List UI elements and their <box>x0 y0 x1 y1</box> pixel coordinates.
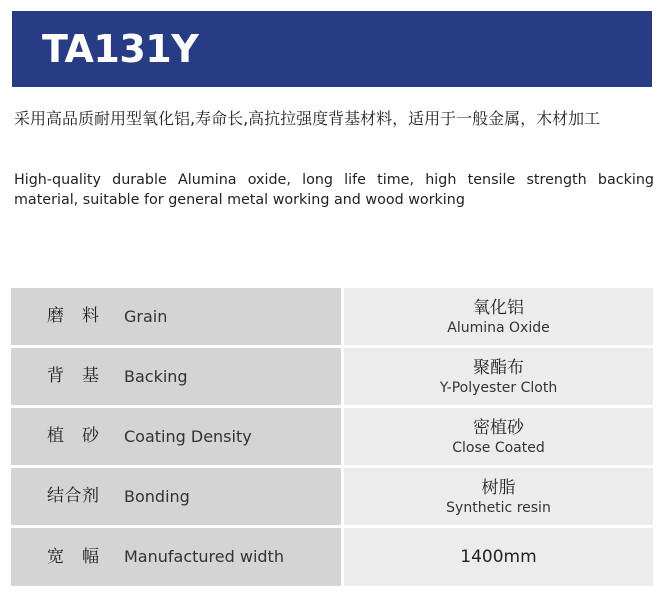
spec-value-cn: 密植砂 <box>473 417 524 438</box>
spec-value-cell <box>344 408 653 465</box>
spec-row-bonding <box>11 468 653 525</box>
spec-label-cn: 磨 料 <box>47 306 100 326</box>
spec-label-cn: 结合剂 <box>47 486 100 506</box>
spec-row-grain <box>11 288 653 345</box>
description-english: High-quality durable Alumina oxide, long life time, high tensile strength backing material, suitable for general metal working and wood working <box>14 172 654 208</box>
spec-label-en: Backing <box>124 367 188 386</box>
spec-value-cn: 氧化铝 <box>473 297 524 318</box>
spec-value-cn: 树脂 <box>481 477 516 498</box>
spec-label-en: Bonding <box>124 487 190 506</box>
spec-label-cn: 背 基 <box>47 366 100 386</box>
title-banner <box>12 11 652 87</box>
spec-label-en: Manufactured width <box>124 547 284 566</box>
spec-label-cn: 宽 幅 <box>47 547 100 567</box>
spec-label-cell <box>11 288 341 345</box>
spec-label-cell <box>11 528 341 586</box>
spec-label-cell <box>11 408 341 465</box>
spec-value-en: Close Coated <box>452 439 545 456</box>
spec-row-width <box>11 528 653 586</box>
spec-label-cn: 植 砂 <box>47 426 100 446</box>
spec-row-backing <box>11 348 653 405</box>
spec-label-en: Coating Density <box>124 427 252 446</box>
spec-value-en: Alumina Oxide <box>447 319 550 336</box>
spec-value-cell <box>344 528 653 586</box>
product-title: TA131Y <box>42 27 199 71</box>
spec-row-coating-density <box>11 408 653 465</box>
spec-value-cell <box>344 348 653 405</box>
description-chinese: 采用高品质耐用型氧化铝,寿命长,高抗拉强度背基材料，适用于一般金属，木材加工 <box>14 109 601 128</box>
spec-value-cn: 聚酯布 <box>473 357 524 378</box>
spec-label-cell <box>11 348 341 405</box>
spec-value-width: 1400mm <box>460 547 537 567</box>
spec-value-cell <box>344 288 653 345</box>
spec-value-cell <box>344 468 653 525</box>
spec-table <box>11 288 653 586</box>
spec-value-en: Synthetic resin <box>446 499 551 516</box>
spec-label-en: Grain <box>124 307 168 326</box>
spec-value-en: Y-Polyester Cloth <box>439 379 558 396</box>
spec-label-cell <box>11 468 341 525</box>
